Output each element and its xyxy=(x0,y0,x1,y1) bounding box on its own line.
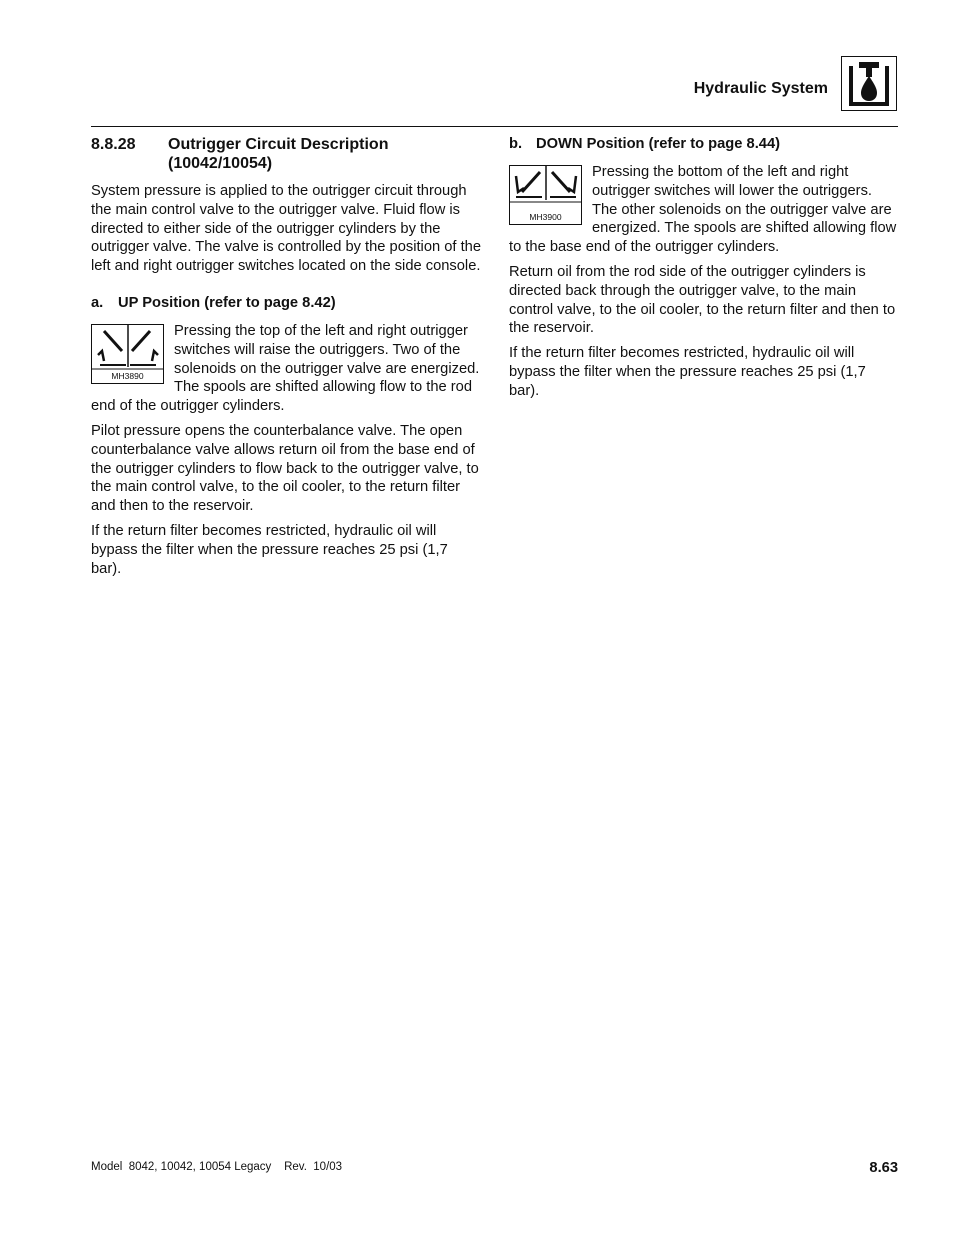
down-position-heading xyxy=(509,135,899,154)
up-position-heading xyxy=(91,294,481,313)
down-filter-paragraph: If the return filter becomes restricted, hydraulic oil will bypass the filter when the pressure reaches 25 psi (1,7 bar). xyxy=(509,345,866,399)
up-icon-caption: MH3890 xyxy=(111,370,144,381)
right-column xyxy=(509,135,899,407)
up-position-letter: a. xyxy=(91,294,104,311)
page-number: 8.63 xyxy=(869,1160,898,1176)
hydraulic-system-icon xyxy=(841,56,897,111)
section-title-line1: Outrigger Circuit Description xyxy=(168,136,389,153)
intro-paragraph: System pressure is applied to the outrigger circuit through the main control valve to the outrigger valve. Fluid flow is directed to either side of the outrigger cylinders by the outrigger valve. The valve is controlled by the position of the left and right outrigger switches located on the side console. xyxy=(91,183,481,275)
footer-model-info: Model 8042, 10042, 10054 Legacy Rev. 10/03 xyxy=(91,1161,343,1173)
hydraulic-system-icon-graphic xyxy=(842,57,896,110)
section-heading xyxy=(91,135,481,173)
up-position-paragraph: Pressing the top of the left and right outrigger switches will raise the outriggers. Two of the solenoids on the outrigger valve are energized. The spools are shifted allowing flow to the rod end of the outrigger cylinders. xyxy=(91,322,480,415)
up-position-title: UP Position (refer to page 8.42) xyxy=(118,294,336,311)
outrigger-up-switch-icon xyxy=(91,324,164,384)
pilot-pressure-paragraph: Pilot pressure opens the counterbalance valve. The open counterbalance valve allows return oil from the base end of the outrigger cylinders to flow back to the outrigger valve, to the main control valve, to the oil cooler, to the return filter and then to the reservoir. xyxy=(91,422,479,515)
left-column xyxy=(91,135,481,584)
section-title-line2: (10042/10054) xyxy=(168,155,273,172)
section-title xyxy=(168,135,481,173)
up-filter-paragraph: If the return filter becomes restricted, hydraulic oil will bypass the filter when the pressure reaches 25 psi (1,7 bar). xyxy=(91,522,448,577)
header-divider xyxy=(91,126,898,127)
section-number: 8.8.28 xyxy=(91,136,136,153)
outrigger-down-switch-icon xyxy=(509,165,582,225)
down-position-letter: b. xyxy=(509,136,523,152)
down-icon-caption: MH3900 xyxy=(529,212,562,222)
down-position-paragraph: Pressing the bottom of the left and right outrigger switches will lower the outriggers. The other solenoids on the outrigger valve are energized. The spools are shifted allowing flow to the base end of the outrigger cylinders. xyxy=(509,164,897,256)
down-position-title: DOWN Position (refer to page 8.44) xyxy=(536,136,781,152)
page-header-title: Hydraulic System xyxy=(693,80,828,97)
return-oil-paragraph: Return oil from the rod side of the outrigger cylinders is directed back through the outrigger valve, to the main control valve, to the oil cooler, to the return filter and then to the reservoir. xyxy=(509,263,896,337)
